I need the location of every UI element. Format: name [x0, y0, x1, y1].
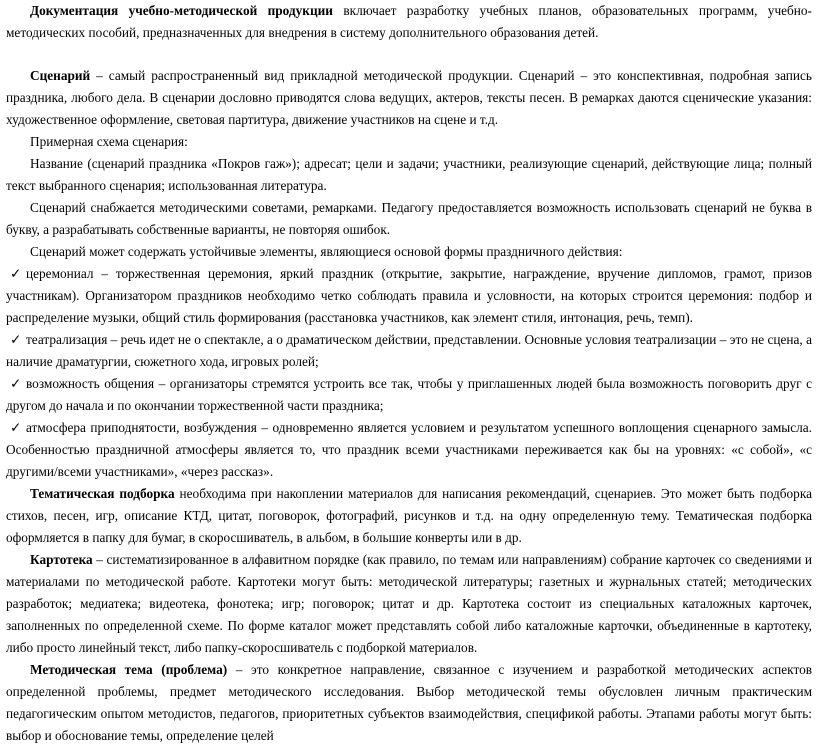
paragraph-scheme-title: Примерная схема сценария: [30, 134, 188, 149]
term-scenario: Сценарий [30, 68, 91, 83]
paragraph-scenario [6, 65, 812, 131]
checklist-item-theatre [6, 329, 812, 373]
paragraph-thematic-selection [6, 483, 812, 549]
paragraph-gap [6, 44, 812, 65]
paragraph-scheme: Название (сценарий праздника «Покров гаж»); адресат; цели и задачи; участники, реализующие сценарий, действующие лица; полный текст выбранного сценария; использованная литература. [6, 156, 812, 193]
term-thematic-selection: Тематическая подборка [30, 486, 175, 501]
checklist-text: атмосфера приподнятости, возбуждения – одновременно является условием и результатом успешного воплощения сценарного замысла. Особенностью праздничной атмосферы является то, что праздник всеми участниками переживается как бы на уровнях: «с собой», «с другими/всеми участниками», «через рассказ». [6, 420, 812, 479]
checklist-item-atmosphere [6, 417, 812, 483]
paragraph-text: включает разработку учебных планов, образовательных программ, учебно-методических пособий, предназначенных для внедрения в систему дополнительного образования детей. [6, 3, 812, 40]
checklist-text: церемониал – торжественная церемония, яркий праздник (открытие, закрытие, награждение, вручение дипломов, грамот, призов участникам). Организатором праздников необходимо четко соблюдать правила и условности, на которых строится церемония: подбор и распределение музыки, общий стиль формирования (расстановка участников, как элемент стиля, интонация, речь, темп). [6, 266, 812, 325]
paragraph-text: необходима при накоплении материалов для написания рекомендаций, сценариев. Это может быть подборка стихов, песен, игр, описание КТД, цитат, поговорок, фотографий, рисунков и т.д. на одну определенную тему. Тематическая подборка оформляется в папку для бумаг, в скоросшиватель, в альбом, в большие конверты или в др. [6, 486, 812, 545]
paragraph-text: – самый распространенный вид прикладной методической продукции. Сценарий – это конспективная, подробная запись праздника, любого дела. В сценарии дословно приводятся слова ведущих, актеров, тексты песен. В ремарках даются сценические указания: художественное оформление, световая партитура, движение участников на сцене и т.д. [6, 68, 812, 127]
term-card-index: Картотека [30, 552, 93, 567]
checklist-text: возможность общения – организаторы стремятся устроить все так, чтобы у приглашенных людей была возможность поговорить друг с другом до начала и по окончании торжественной части праздника; [6, 376, 812, 413]
document-body [6, 0, 812, 747]
paragraph-text: – это конкретное направление, связанное с изучением и разработкой методических аспектов определенной проблемы, предмет методического исследования. Выбор методической темы обусловлен личным практическим педагогическим опытом методистов, педагогов, приоритетных субъектов взаимодействия, спецификой работы. Этапами работы могут быть: выбор и обоснование темы, определение целей [6, 662, 813, 743]
checklist-item-ceremony [6, 263, 812, 329]
checkmark-icon: ✓ [10, 332, 22, 347]
checkmark-icon: ✓ [10, 266, 22, 281]
paragraph-card-index [6, 549, 812, 659]
paragraph-methodical-theme [6, 659, 812, 747]
term-methodical-theme: Методическая тема (проблема) [30, 662, 228, 677]
checklist-item-communication [6, 373, 812, 417]
paragraph-elements-intro: Сценарий может содержать устойчивые элементы, являющиеся основой формы праздничного действия: [30, 244, 623, 259]
paragraph-text: – систематизированное в алфавитном порядке (как правило, по темам или направлениям) собрание карточек со сведениями и материалами по методической работе. Картотеки могут быть: методической литературы; газетных и журнальных статей; методических разработок; медиатека; видеотека, фонотека; игр; поговорок; цитат и др. Картотека состоит из специальных каталожных карточек, заполненных по определенной схеме. По форме каталог может представлять собой либо каталожные карточки, объединенные в картотеку, либо просто линейный текст, либо папку-скоросшиватель с подборкой материалов. [6, 552, 812, 655]
term-documentation: Документация учебно-методической продукции [30, 3, 333, 18]
checkmark-icon: ✓ [10, 376, 22, 391]
paragraph-advice: Сценарий снабжается методическими советами, ремарками. Педагогу предоставляется возможность использовать сценарий не буква в букву, а разрабатывать собственные варианты, не повторяя ошибок. [6, 200, 812, 237]
checklist-text: театрализация – речь идет не о спектакле, а о драматическом действии, представлении. Основные условия театрализации – это не сцена, а наличие драматургии, сюжетного хода, игровых ролей; [6, 332, 812, 369]
checkmark-icon: ✓ [10, 420, 22, 435]
paragraph-documentation [6, 0, 812, 44]
